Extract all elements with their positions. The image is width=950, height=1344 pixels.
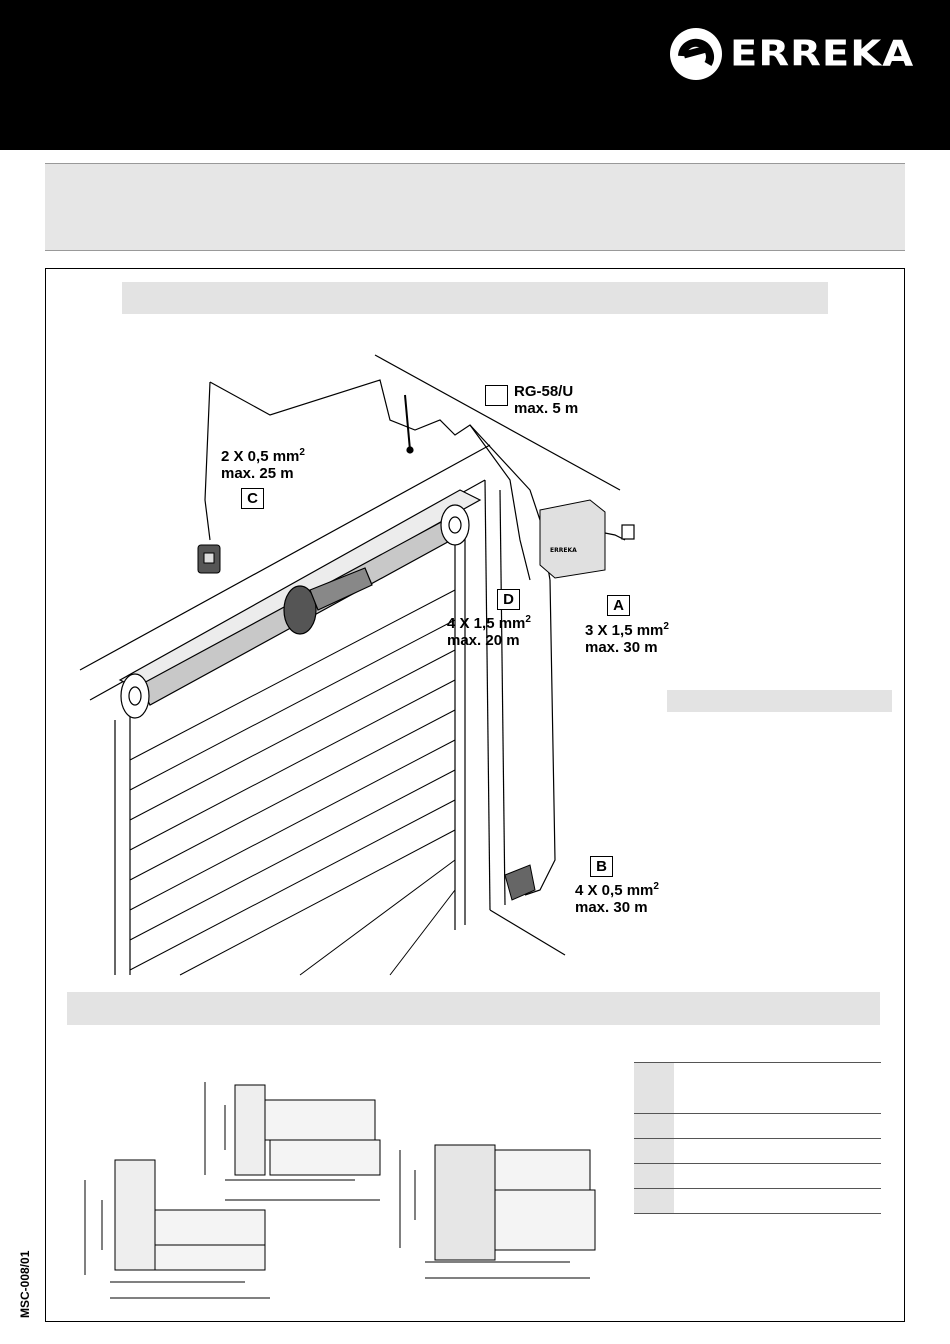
push-button-icon [505, 865, 535, 900]
cable-d-letter: D [497, 589, 520, 610]
cable-c-letter: C [241, 488, 264, 509]
table-row [634, 1114, 881, 1139]
motor-drawing-1 [205, 1082, 380, 1200]
cable-d-section: 4 X 1,5 mm [447, 615, 526, 632]
cable-a-exp: 2 [663, 621, 669, 632]
cable-b-letter: B [590, 856, 613, 877]
cable-d-exp: 2 [525, 614, 531, 625]
table-row [634, 1139, 881, 1164]
cable-a-length: max. 30 m [585, 639, 658, 656]
specs-table [634, 1062, 881, 1214]
motor-drawing-3 [400, 1145, 595, 1278]
brand-name: ERREKA [730, 33, 915, 75]
motor-dimension-drawings [70, 1070, 630, 1310]
page-header [0, 0, 950, 150]
cable-a-section: 3 X 1,5 mm [585, 622, 664, 639]
motor-drawing-2 [85, 1160, 270, 1298]
cable-c-length: max. 25 m [221, 465, 294, 482]
antenna-cable-label [514, 383, 578, 417]
brand-logo [668, 26, 914, 82]
control-unit-icon [540, 500, 605, 578]
document-code [18, 1240, 36, 1318]
section-bar-side [667, 690, 892, 712]
antenna-cable-length: max. 5 m [514, 400, 579, 417]
title-band [45, 163, 905, 251]
cable-c-label [221, 448, 305, 482]
cable-a-letter: A [607, 595, 630, 616]
antenna-cable-type: RG-58/U [514, 383, 574, 400]
cable-d-length: max. 20 m [447, 632, 520, 649]
document-code-text: MSC-008/01 [18, 1250, 32, 1318]
cable-c-section: 2 X 0,5 mm [221, 448, 300, 465]
cable-b-label [575, 882, 659, 916]
specs-header-row [634, 1063, 881, 1114]
cable-b-exp: 2 [653, 881, 659, 892]
control-unit-label: ERREKA [550, 547, 577, 554]
table-row [634, 1189, 881, 1214]
cable-d-label [447, 615, 531, 649]
table-row [634, 1164, 881, 1189]
cable-a-label [585, 622, 669, 656]
cable-b-section: 4 X 0,5 mm [575, 882, 654, 899]
cable-c-exp: 2 [299, 447, 305, 458]
antenna-box [485, 385, 508, 406]
erreka-e-icon [668, 26, 724, 82]
section-bar-installation [122, 282, 828, 314]
cable-b-length: max. 30 m [575, 899, 648, 916]
section-bar-dimensions [67, 992, 880, 1025]
